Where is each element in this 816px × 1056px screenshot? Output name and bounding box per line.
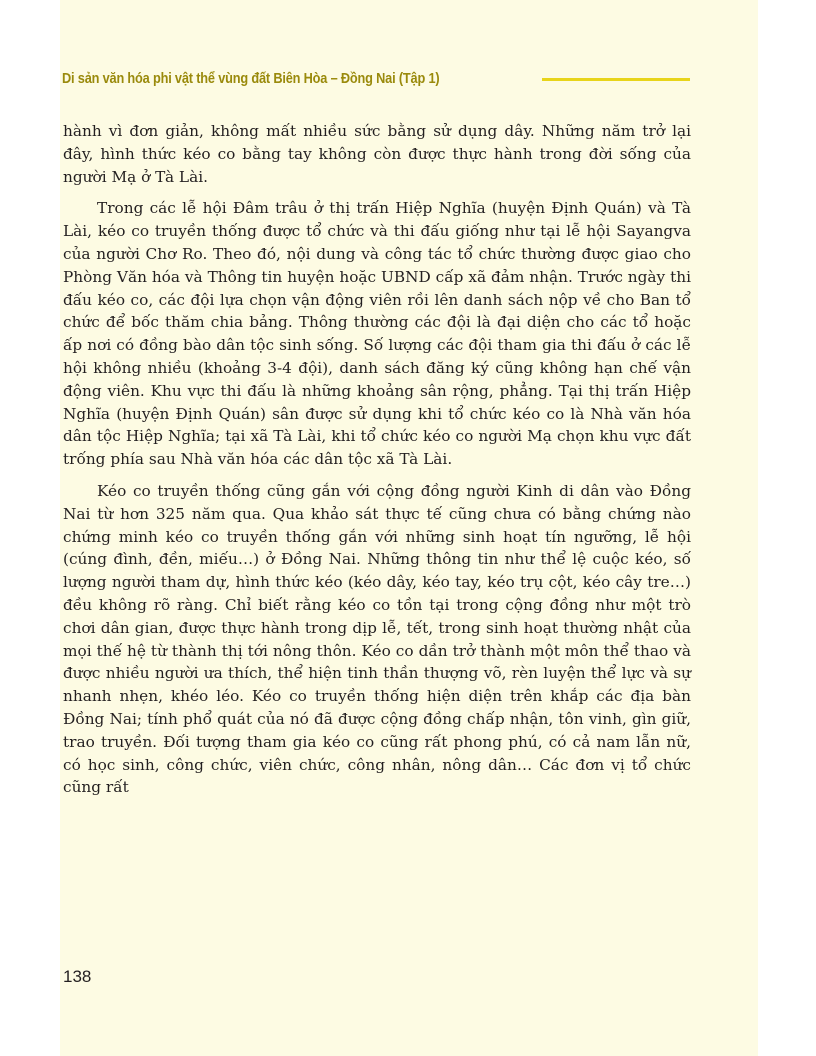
- paragraph-continued: hành vì đơn giản, không mất nhiều sức bằng sử dụng dây. Những năm trở lại đây, hình thức kéo co bằng tay không còn được thực hành trong đời sống của người Mạ ở Tà Lài.: [63, 122, 691, 186]
- running-header-title: Di sản văn hóa phi vật thể vùng đất Biên Hòa – Đồng Nai (Tập 1): [62, 71, 440, 87]
- header-rule: [542, 78, 690, 81]
- paragraph: Kéo co truyền thống cũng gắn với cộng đồng người Kinh di dân vào Đồng Nai từ hơn 325 năm qua. Qua khảo sát thực tế cũng chưa có bằng chứng nào chứng minh kéo co truyền thống gắn với những sinh hoạt tín ngưỡng, lễ hội (cúng đình, đền, miếu…) ở Đồng Nai. Những thông tin như thể lệ cuộc kéo, số lượng người tham dự, hình thức kéo (kéo dây, kéo tay, kéo trụ cột, kéo cây tre…) đều không rõ ràng. Chỉ biết rằng kéo co tồn tại trong cộng đồng như một trò chơi dân gian, được thực hành trong dịp lễ, tết, trong sinh hoạt thường nhật của mọi thế hệ từ thành thị tới nông thôn. Kéo co dần trở thành một môn thể thao và được nhiều người ưa thích, thể hiện tinh thần thượng võ, rèn luyện thể lực và sự nhanh nhẹn, khéo léo. Kéo co truyền thống hiện diện trên khắp các địa bàn Đồng Nai; tính phổ quát của nó đã được cộng đồng chấp nhận, tôn vinh, gìn giữ, trao truyền. Đối tượng tham gia kéo co cũng rất phong phú, có cả nam lẫn nữ, có học sinh, công chức, viên chức, công nhân, nông dân… Các đơn vị tổ chức cũng rất: [63, 481, 691, 797]
- paragraph: Trong các lễ hội Đâm trâu ở thị trấn Hiệp Nghĩa (huyện Định Quán) và Tà Lài, kéo co truyền thống được tổ chức và thi đấu giống như tại lễ hội Sayangva của người Chơ Ro. Theo đó, nội dung và công tác tổ chức thường được giao cho Phòng Văn hóa và Thông tin huyện hoặc UBND cấp xã đảm nhận. Trước ngày thi đấu kéo co, các đội lựa chọn vận động viên rồi lên danh sách nộp về cho Ban tổ chức để bốc thăm chia bảng. Thông thường các đội là đại diện cho các tổ hoặc ấp nơi có đồng bào dân tộc sinh sống. Số lượng các đội tham gia thi đấu ở các lễ hội không nhiều (khoảng 3-4 đội), danh sách đăng ký cũng không hạn chế vận động viên. Khu vực thi đấu là những khoảng sân rộng, phẳng. Tại thị trấn Hiệp Nghĩa (huyện Định Quán) sân được sử dụng khi tổ chức kéo co là Nhà văn hóa dân tộc Hiệp Nghĩa; tại xã Tà Lài, khi tổ chức kéo co người Mạ chọn khu vực đất trống phía sau Nhà văn hóa các dân tộc xã Tà Lài.: [63, 199, 691, 469]
- running-header: [62, 66, 690, 92]
- page-number: 138: [63, 967, 92, 986]
- body-text: [63, 120, 691, 808]
